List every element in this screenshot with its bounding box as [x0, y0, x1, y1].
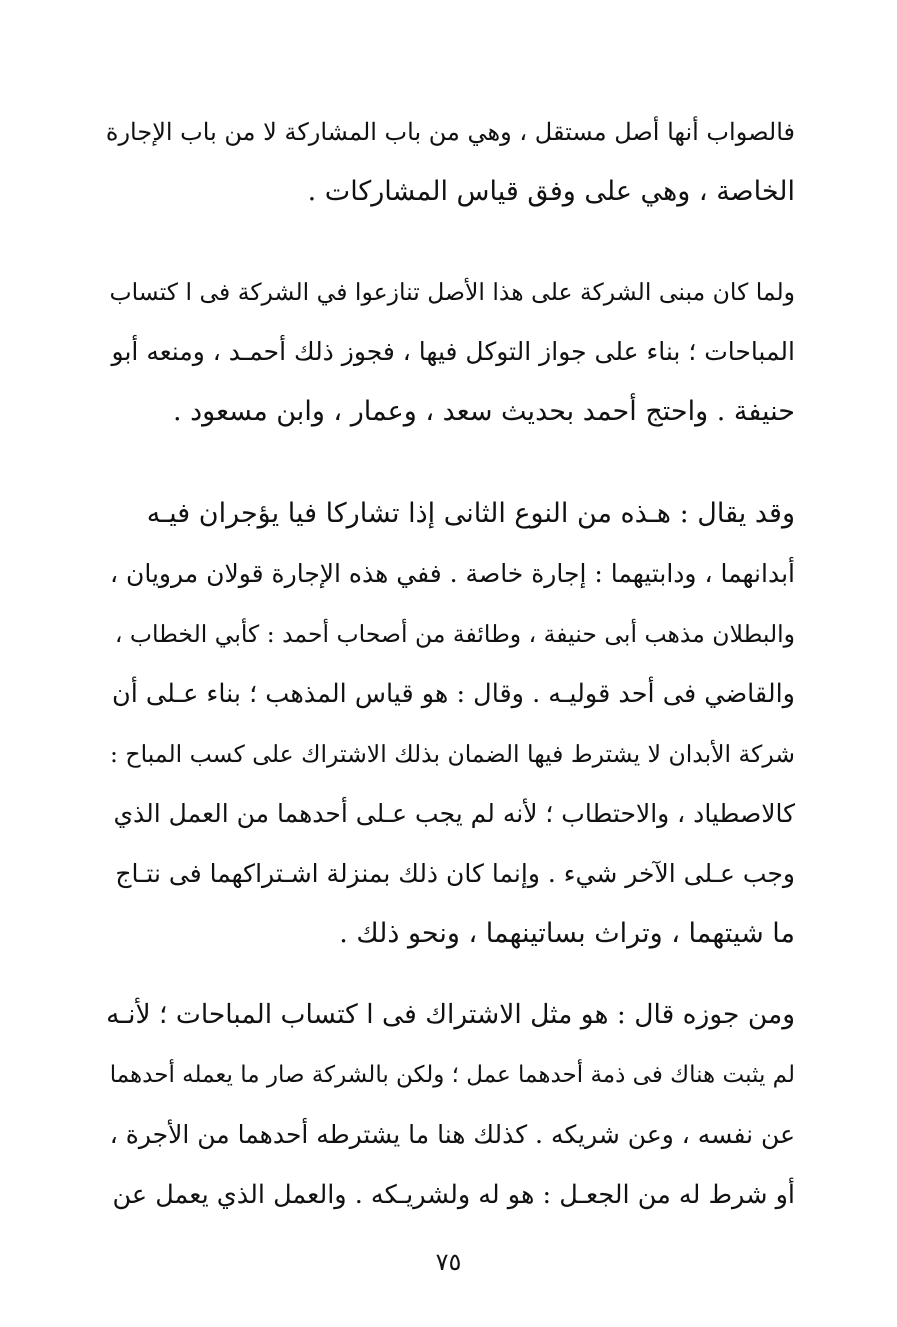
text-line: فالصواب أنها أصل مستقل ، وهي من باب المشاركة لا من باب الإجارة [105, 118, 795, 146]
text-line: ما شيتهما ، وتراث بساتينهما ، ونحو ذلك . [339, 918, 795, 949]
text-line: شركة الأبدان لا يشترط فيها الضمان بذلك الاشتراك على كسب المباح : [110, 740, 795, 768]
page-number: ٧٥ [435, 1248, 462, 1276]
paragraph-3 [105, 484, 795, 964]
text-line: المباحات ؛ بناء على جواز التوكل فيها ، فجوز ذلك أحمـد ، ومنعه أبو [111, 337, 795, 366]
text-line: الخاصة ، وهي على وفق قياس المشاركات . [307, 176, 795, 207]
text-line: أبدانهما ، ودابتيهما : إجارة خاصة . ففي هذه الإجارة قولان مرويان ، [109, 559, 795, 588]
text-line: والبطلان مذهب أبى حنيفة ، وطائفة من أصحاب أحمد : كأبي الخطاب ، [114, 620, 795, 648]
text-line: وقد يقال : هـذه من النوع الثانى إذا تشاركا فيا يؤجران فيـه [146, 498, 795, 529]
text-line: والقاضي فى أحد قوليـه . وقال : هو قياس المذهب ؛ بناء عـلى أن [112, 679, 795, 709]
paragraph-1 [105, 102, 795, 222]
paragraph-4 [105, 985, 795, 1225]
text-line: ولما كان مبنى الشركة على هذا الأصل تنازعوا في الشركة فى ا كتساب [109, 278, 795, 306]
text-line: عن نفسه ، وعن شريكه . كذلك هنا ما يشترطه أحدهما من الأجرة ، [109, 1120, 795, 1149]
text-line: كالاصطياد ، والاحتطاب ؛ لأنه لم يجب عـلى أحدهما من العمل الذي [113, 799, 795, 828]
text-line: وجب عـلى الآخر شيء . وإنما كان ذلك بمنزلة اشـتراكهما فى نتـاج [115, 859, 795, 888]
paragraph-2 [105, 262, 795, 442]
text-line: حنيفة . واحتج أحمد بحديث سعد ، وعمار ، وابن مسعود . [172, 396, 795, 427]
text-line: أو شرط له من الجعـل : هو له ولشريـكه . والعمل الذي يعمل عن [112, 1180, 795, 1210]
text-line: لم يثبت هناك فى ذمة أحدهما عمل ؛ ولكن بالشركة صار ما يعمله أحدهما [109, 1062, 795, 1088]
text-line: ومن جوزه قال : هو مثل الاشتراك فى ا كتساب المباحات ؛ لأنـه [106, 999, 795, 1030]
